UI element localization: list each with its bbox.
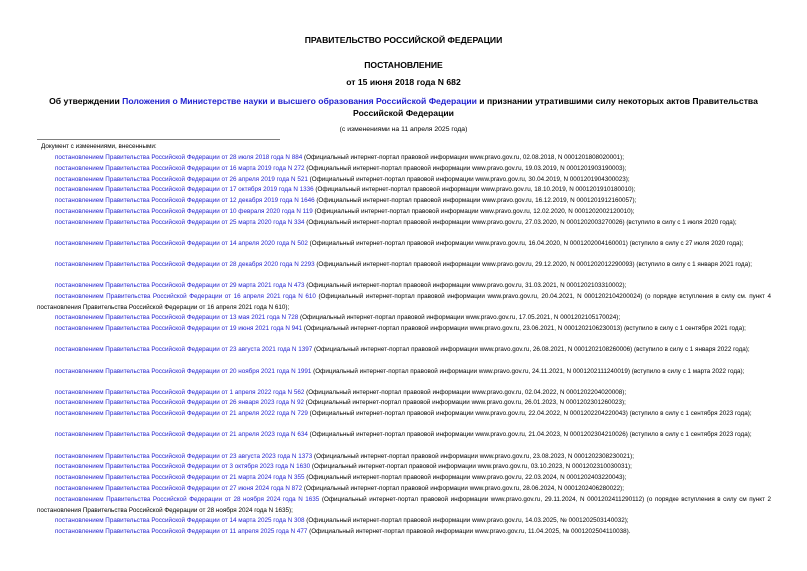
divider bbox=[37, 139, 280, 140]
amendment-link[interactable]: постановлением Правительства Российской Федерации от 14 апреля 2020 года N 502 bbox=[55, 239, 308, 247]
amendment-link[interactable]: постановлением Правительства Российской Федерации от 11 апреля 2025 года N 477 bbox=[55, 527, 308, 535]
amendment-source: (Официальный интернет-портал правовой информации www.pravo.gov.ru, 14.03.2025, № 0001202503140032); bbox=[304, 517, 629, 525]
amendment-item bbox=[37, 398, 771, 409]
amendment-item bbox=[37, 516, 771, 527]
amendment-link[interactable]: постановлением Правительства Российской Федерации от 21 апреля 2022 года N 729 bbox=[55, 410, 308, 418]
amendment-item bbox=[37, 409, 771, 430]
amendment-link[interactable]: постановлением Правительства Российской Федерации от 21 апреля 2023 года N 634 bbox=[55, 431, 308, 439]
doc-title bbox=[30, 95, 777, 119]
amendment-item bbox=[37, 185, 771, 196]
amendment-item bbox=[37, 207, 771, 218]
amendment-source: (Официальный интернет-портал правовой информации www.pravo.gov.ru, 22.03.2024, N 0001202403220043); bbox=[304, 474, 627, 482]
amendment-item bbox=[37, 313, 771, 324]
amendment-source: (Официальный интернет-портал правовой информации www.pravo.gov.ru, 17.05.2021, N 0001202105170024); bbox=[298, 314, 621, 322]
amendment-link[interactable]: постановлением Правительства Российской Федерации от 28 июля 2018 года N 884 bbox=[55, 154, 303, 161]
amendment-link[interactable]: постановлением Правительства Российской Федерации от 19 июня 2021 года N 941 bbox=[55, 325, 303, 333]
amendment-source: (Официальный интернет-портал правовой информации www.pravo.gov.ru, 19.03.2019, N 0001201903190003); bbox=[304, 164, 627, 172]
amendment-source: (Официальный интернет-портал правовой информации www.pravo.gov.ru, 28.06.2024, N 0001202406280022); bbox=[302, 485, 624, 493]
amendment-source: (Официальный интернет-портал правовой информации www.pravo.gov.ru, 12.02.2020, N 0001202002120010); bbox=[312, 207, 635, 215]
amendment-link[interactable]: постановлением Правительства Российской Федерации от 16 марта 2019 года N 272 bbox=[55, 164, 305, 172]
amendment-source: (Официальный интернет-портал правовой информации www.pravo.gov.ru, 26.01.2023, N 0001202301260023); bbox=[304, 399, 626, 407]
amendment-link[interactable]: постановлением Правительства Российской Федерации от 23 августа 2021 года N 1397 bbox=[55, 346, 313, 354]
amendment-source: (Официальный интернет-портал правовой информации www.pravo.gov.ru, 11.04.2025, № 0001202504110038). bbox=[307, 527, 631, 535]
amendment-source: (Официальный интернет-портал правовой информации www.pravo.gov.ru, 29.11.2024, N 0001202411290112) (о порядке вступления в силу см пункт 2 постановления Правительства Российской Федерации от 28 ноября 2024 года N 1635); bbox=[37, 495, 771, 514]
amendment-item bbox=[37, 345, 771, 366]
amendment-link[interactable]: постановлением Правительства Российской Федерации от 14 марта 2025 года N 308 bbox=[55, 517, 305, 525]
amendment-item bbox=[37, 196, 771, 207]
amendment-source: (Официальный интернет-портал правовой информации www.pravo.gov.ru, 02.08.2018, N 0001201808020001); bbox=[302, 154, 625, 161]
amendment-item bbox=[37, 292, 771, 313]
amendment-source: (Официальный интернет-портал правовой информации www.pravo.gov.ru, 24.11.2021, N 0001202111240019) (вступило в силу с 1 марта 2022 года); bbox=[311, 367, 745, 375]
amendment-source: (Официальный интернет-портал правовой информации www.pravo.gov.ru, 23.08.2023, N 0001202308230021); bbox=[312, 452, 635, 460]
amendment-link[interactable]: постановлением Правительства Российской Федерации от 26 января 2023 года N 92 bbox=[55, 399, 305, 407]
amendment-source: (Официальный интернет-портал правовой информации www.pravo.gov.ru, 27.03.2020, N 0001202003270026) (вступило в силу с 1 июля 2020 года); bbox=[304, 218, 737, 226]
amendment-source: (Официальный интернет-портал правовой информации www.pravo.gov.ru, 21.04.2023, N 0001202304210026) (вступило в силу с 1 сентября 2023 года); bbox=[307, 431, 752, 439]
amendment-item bbox=[37, 324, 771, 345]
amendment-item bbox=[37, 218, 771, 239]
amendment-source: (Официальный интернет-портал правовой информации www.pravo.gov.ru, 23.06.2021, N 0001202106230013) (вступило в силу с 1 сентября 2021 года); bbox=[302, 325, 746, 333]
doc-date-number: от 15 июня 2018 года N 682 bbox=[346, 77, 461, 87]
amendment-link[interactable]: постановлением Правительства Российской Федерации от 27 июня 2024 года N 872 bbox=[55, 485, 303, 493]
amendment-source: (Официальный интернет-портал правовой информации www.pravo.gov.ru, 22.04.2022, N 0001202204220043) (вступило в силу с 1 сентября 2023 года); bbox=[307, 410, 752, 418]
amendment-link[interactable]: постановлением Правительства Российской Федерации от 13 мая 2021 года N 728 bbox=[55, 314, 299, 322]
amendment-link[interactable]: постановлением Правительства Российской Федерации от 25 марта 2020 года N 334 bbox=[55, 218, 305, 226]
amendment-source: (Официальный интернет-портал правовой информации www.pravo.gov.ru, 31.03.2021, N 0001202103310002); bbox=[304, 282, 627, 290]
amendment-link[interactable]: постановлением Правительства Российской Федерации от 26 апреля 2019 года N 521 bbox=[55, 175, 308, 183]
amendment-link[interactable]: постановлением Правительства Российской Федерации от 21 марта 2024 года N 355 bbox=[55, 474, 305, 482]
amendment-item bbox=[37, 367, 771, 388]
amendments-list bbox=[37, 153, 771, 538]
amendment-link[interactable]: постановлением Правительства Российской Федерации от 29 марта 2021 года N 473 bbox=[55, 282, 305, 290]
amendment-source: (Официальный интернет-портал правовой информации www.pravo.gov.ru, 02.04.2022, N 0001202204020008); bbox=[304, 388, 627, 396]
title-suffix: и признании утратившими силу некоторых актов Правительства Российской Федерации bbox=[353, 96, 758, 118]
regulation-link[interactable]: Положения о Министерстве науки и высшего образования Российской Федерации bbox=[122, 96, 477, 106]
authority-heading: ПРАВИТЕЛЬСТВО РОССИЙСКОЙ ФЕДЕРАЦИИ bbox=[304, 35, 503, 45]
amendment-link[interactable]: постановлением Правительства Российской Федерации от 23 августа 2023 года N 1373 bbox=[55, 452, 313, 460]
amendment-item bbox=[37, 260, 771, 281]
amendment-item bbox=[37, 164, 771, 175]
amendment-source: (Официальный интернет-портал правовой информации www.pravo.gov.ru, 03.10.2023, N 0001202310030031); bbox=[310, 463, 632, 471]
amendment-item bbox=[37, 153, 771, 164]
revision-note: (с изменениями на 11 апреля 2025 года) bbox=[339, 126, 468, 133]
amendment-item bbox=[37, 495, 771, 516]
amendment-link[interactable]: постановлением Правительства Российской Федерации от 10 февраля 2020 года N 119 bbox=[55, 207, 313, 215]
amendment-link[interactable]: постановлением Правительства Российской Федерации от 1 апреля 2022 года N 562 bbox=[55, 388, 305, 396]
amendment-item bbox=[37, 527, 771, 538]
amendments-intro: Документ с изменениями, внесенными: bbox=[41, 143, 157, 150]
amendment-link[interactable]: постановлением Правительства Российской Федерации от 20 ноября 2021 года N 1991 bbox=[55, 367, 312, 375]
amendment-source: (Официальный интернет-портал правовой информации www.pravo.gov.ru, 29.12.2020, N 0001202012290093) (вступило в силу с 1 января 2021 года); bbox=[314, 261, 752, 269]
amendment-item bbox=[37, 388, 771, 399]
amendment-source: (Официальный интернет-портал правовой информации www.pravo.gov.ru, 18.10.2019, N 0001201910180010); bbox=[313, 186, 636, 194]
title-prefix: Об утверждении bbox=[49, 96, 123, 106]
amendment-item bbox=[37, 175, 771, 186]
amendment-source: (Официальный интернет-портал правовой информации www.pravo.gov.ru, 20.04.2021, N 0001202104200024) (о порядке вступления в силу см. пункт 4 постановления Правительства Российской Федерации от 16 апреля 2021 года N 610); bbox=[37, 293, 771, 311]
amendment-link[interactable]: постановлением Правительства Российской Федерации от 28 ноября 2024 года N 1635 bbox=[55, 495, 320, 503]
amendment-source: (Официальный интернет-портал правовой информации www.pravo.gov.ru, 16.04.2020, N 0001202004160001) (вступило в силу с 27 июля 2020 года); bbox=[307, 239, 744, 247]
amendment-link[interactable]: постановлением Правительства Российской Федерации от 3 октября 2023 года N 1630 bbox=[55, 463, 311, 471]
amendment-item bbox=[37, 281, 771, 292]
amendment-link[interactable]: постановлением Правительства Российской Федерации от 16 апреля 2021 года N 610 bbox=[55, 293, 316, 301]
amendment-link[interactable]: постановлением Правительства Российской Федерации от 17 октября 2019 года N 1336 bbox=[55, 186, 314, 194]
doc-type-heading: ПОСТАНОВЛЕНИЕ bbox=[364, 60, 443, 70]
amendment-link[interactable]: постановлением Правительства Российской Федерации от 28 декабря 2020 года N 2293 bbox=[55, 261, 315, 269]
amendment-source: (Официальный интернет-портал правовой информации www.pravo.gov.ru, 30.04.2019, N 0001201904300023); bbox=[307, 175, 630, 183]
amendment-link[interactable]: постановлением Правительства Российской Федерации от 12 декабря 2019 года N 1646 bbox=[55, 197, 315, 205]
amendment-source: (Официальный интернет-портал правовой информации www.pravo.gov.ru, 26.08.2021, N 0001202108260006) (вступило в силу с 1 января 2022 года); bbox=[312, 346, 750, 354]
amendment-item bbox=[37, 239, 771, 260]
amendment-source: (Официальный интернет-портал правовой информации www.pravo.gov.ru, 16.12.2019, N 0001201912160057); bbox=[314, 197, 637, 205]
amendment-item bbox=[37, 452, 771, 463]
amendment-item bbox=[37, 484, 771, 495]
amendment-item bbox=[37, 430, 771, 451]
amendment-item bbox=[37, 473, 771, 484]
amendment-item bbox=[37, 462, 771, 473]
